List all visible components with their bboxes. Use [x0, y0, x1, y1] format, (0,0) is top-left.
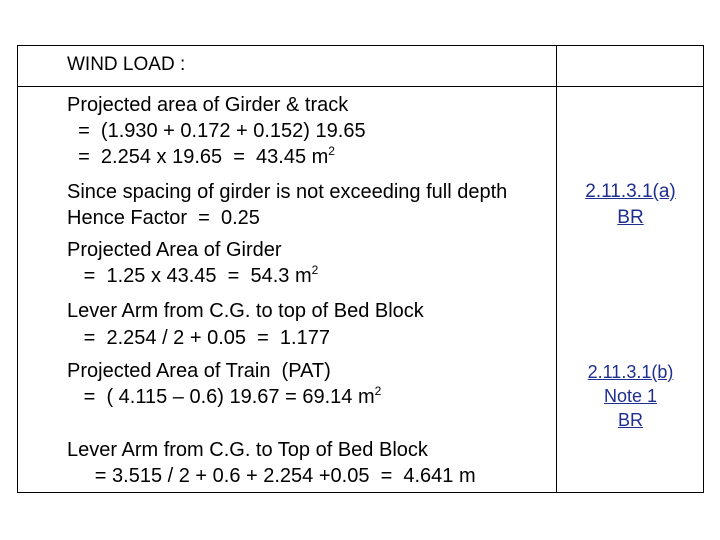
- reference-block-b: [557, 360, 704, 432]
- calc-line-projected-area-heading: Projected area of Girder & track: [67, 94, 349, 116]
- calc-line-lever-arm-train-heading: Lever Arm from C.G. to Top of Bed Block: [67, 439, 428, 461]
- calc-line-train-area-result: = ( 4.115 – 0.6) 19.67 = 69.14 $m^2$: [67, 384, 382, 408]
- calc-line-factor: Hence Factor = 0.25: [67, 207, 260, 229]
- reference-block-a: [557, 180, 704, 230]
- calc-line-girder-area-result: = 1.25 x 43.45 = 54.3 $m^2$: [67, 263, 319, 287]
- calc-line-train-area-heading: Projected Area of Train (PAT): [67, 360, 331, 382]
- calc-line-lever-arm-train-result: = 3.515 / 2 + 0.6 + 2.254 +0.05 = 4.641 m: [67, 465, 476, 487]
- reference-code-a[interactable]: BR: [617, 207, 644, 228]
- calc-line-projected-area-sum: = (1.930 + 0.172 + 0.152) 19.65: [67, 120, 366, 142]
- calc-line-girder-area-heading: Projected Area of Girder: [67, 239, 282, 261]
- calc-line-lever-arm-girder-result: = 2.254 / 2 + 0.05 = 1.177: [67, 327, 330, 349]
- calc-line-projected-area-result: = 2.254 x 19.65 = 43.45 $m^2$: [67, 144, 335, 168]
- reference-note-b[interactable]: Note 1: [603, 386, 658, 406]
- section-title: WIND LOAD :: [67, 54, 186, 75]
- calc-line-lever-arm-girder-heading: Lever Arm from C.G. to top of Bed Block: [67, 300, 424, 322]
- header-row-divider: [17, 86, 704, 87]
- reference-code-b[interactable]: BR: [617, 410, 643, 430]
- calc-line-spacing-note: Since spacing of girder is not exceeding full depth: [67, 181, 508, 203]
- reference-clause-b[interactable]: 2.11.3.1(b): [587, 362, 674, 382]
- reference-clause-a[interactable]: 2.11.3.1(a): [585, 181, 676, 202]
